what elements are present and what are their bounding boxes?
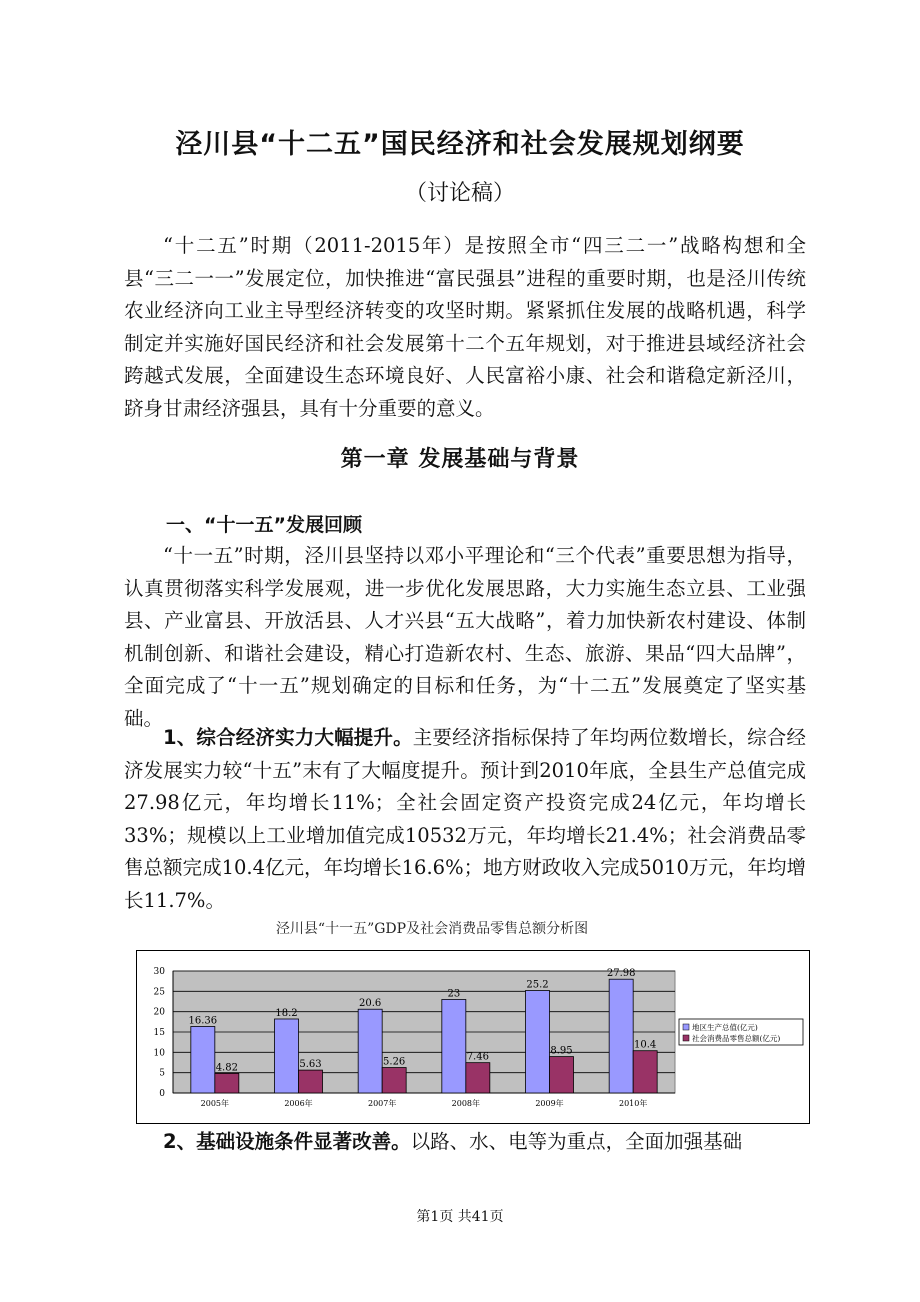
data-label: 8.95 bbox=[550, 1045, 573, 1057]
y-tick-label: 0 bbox=[159, 1089, 165, 1099]
page-footer: 第1页 共41页 bbox=[416, 1209, 504, 1225]
document-subtitle: （讨论稿） bbox=[404, 181, 515, 206]
data-label: 4.82 bbox=[215, 1062, 238, 1074]
bar-chart bbox=[137, 951, 809, 1123]
y-tick-label: 10 bbox=[153, 1048, 165, 1059]
section-heading: 一、“十一五”发展回顾 bbox=[166, 514, 362, 536]
bar-series-2 bbox=[466, 1063, 490, 1093]
point2-lead: 2、基础设施条件显著改善。 bbox=[163, 1130, 411, 1153]
data-label: 25.2 bbox=[526, 979, 549, 991]
data-label: 5.63 bbox=[299, 1059, 322, 1071]
bar-series-2 bbox=[633, 1051, 657, 1093]
y-tick-label: 30 bbox=[153, 967, 165, 977]
point1-lead: 1、综合经济实力大幅提升。 bbox=[163, 726, 413, 749]
x-tick-label: 2008年 bbox=[451, 1099, 481, 1108]
y-tick-label: 20 bbox=[153, 1007, 165, 1018]
chart-frame bbox=[136, 950, 810, 1124]
chart-title: 泾川县“十一五”GDP及社会消费品零售总额分析图 bbox=[275, 921, 589, 937]
data-label: 16.36 bbox=[188, 1015, 218, 1027]
bar-series-2 bbox=[382, 1068, 406, 1093]
x-tick-label: 2006年 bbox=[284, 1099, 313, 1108]
chapter-heading: 第一章 发展基础与背景 bbox=[340, 447, 580, 472]
legend-entry: 地区生产总值(亿元) bbox=[692, 1023, 758, 1032]
bar-series-1 bbox=[526, 991, 550, 1093]
y-tick-label: 25 bbox=[153, 987, 165, 998]
y-tick-label: 5 bbox=[159, 1068, 165, 1079]
bar-series-1 bbox=[442, 999, 466, 1093]
review-paragraph: “十一五”时期，泾川县坚持以邓小平理论和“三个代表”重要思想为指导，认真贯彻落实科学发展观，进一步优化发展思路，大力实施生态立县、工业强县、产业富县、开放活县、人才兴县“五大战略”，着力加快新农村建设、体制机制创新、和谐社会建设，精心打造新农村、生态、旅游、果品“四大品牌”，全面完成了“十一五”规划确定的目标和任务，为“十二五”发展奠定了坚实基础。 bbox=[124, 544, 806, 730]
point2-paragraph bbox=[124, 1126, 806, 1159]
bar-series-1 bbox=[358, 1009, 382, 1093]
bar-series-1 bbox=[609, 979, 633, 1093]
data-label: 27.98 bbox=[606, 968, 636, 980]
x-tick-label: 2010年 bbox=[618, 1099, 648, 1108]
document-title: 泾川县“十二五”国民经济和社会发展规划纲要 bbox=[175, 129, 745, 160]
x-tick-label: 2009年 bbox=[535, 1099, 564, 1108]
data-label: 23 bbox=[447, 988, 461, 1000]
point1-text: 主要经济指标保持了年均两位数增长，综合经济发展实力较“十五”末有了大幅度提升。预计到2010年底，全县生产总值完成27.98亿元，年均增长11%；全社会固定资产投资完成24亿元，年均增长33%；规模以上工业增加值完成10532万元，年均增长21.4%；社会消费品零售总额完成10.4亿元，年均增长16.6%；地方财政收入完成5010万元，年均增长11.7%。 bbox=[124, 726, 806, 912]
data-label: 10.4 bbox=[634, 1039, 657, 1051]
data-label: 20.6 bbox=[359, 998, 382, 1010]
x-tick-label: 2007年 bbox=[367, 1099, 397, 1108]
x-tick-label: 2005年 bbox=[200, 1099, 230, 1108]
legend-entry: 社会消费品零售总额(亿元) bbox=[692, 1034, 781, 1043]
legend-swatch bbox=[683, 1024, 689, 1030]
data-label: 5.26 bbox=[383, 1056, 406, 1068]
legend-swatch bbox=[683, 1035, 689, 1041]
data-label: 7.46 bbox=[466, 1051, 489, 1063]
data-label: 18.2 bbox=[275, 1007, 298, 1019]
y-tick-label: 15 bbox=[153, 1028, 165, 1038]
bar-series-1 bbox=[191, 1026, 215, 1093]
intro-paragraph: “十二五”时期（2011-2015年）是按照全市“四三二一”战略构想和全县“三二一一”发展定位，加快推进“富民强县”进程的重要时期，也是泾川传统农业经济向工业主导型经济转变的攻坚时期。紧紧抓住发展的战略机遇，科学制定并实施好国民经济和社会发展第十二个五年规划，对于推进县域经济社会跨越式发展，全面建设生态环境良好、人民富裕小康、社会和谐稳定新泾川，跻身甘肃经济强县，具有十分重要的意义。 bbox=[124, 234, 806, 420]
bar-series-2 bbox=[550, 1057, 574, 1093]
point2-text: 以路、水、电等为重点，全面加强基础 bbox=[410, 1130, 743, 1153]
bar-series-2 bbox=[299, 1070, 323, 1093]
bar-series-1 bbox=[275, 1019, 299, 1093]
bar-series-2 bbox=[215, 1073, 239, 1093]
point1-paragraph bbox=[124, 722, 806, 918]
